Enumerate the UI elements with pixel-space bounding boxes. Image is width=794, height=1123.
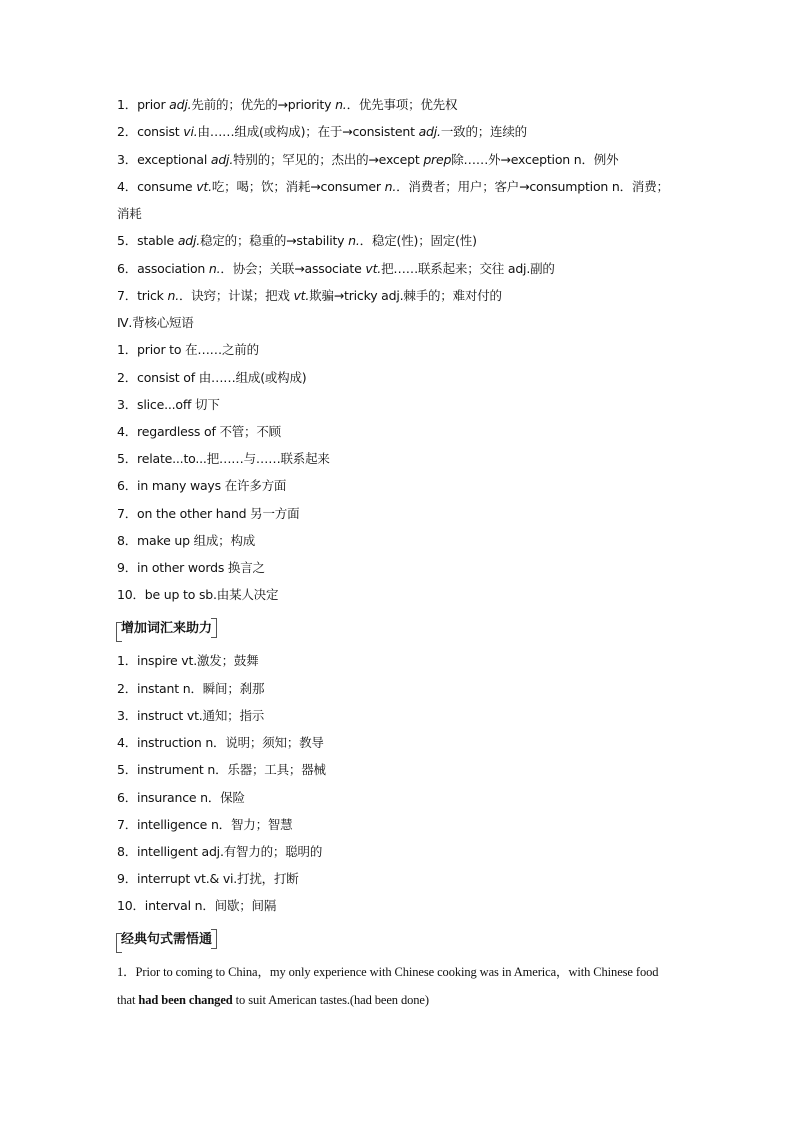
- vocab-derivation-item: 5．stable adj.稳定的；稳重的→stability n.．稳定(性)；固定(性): [117, 233, 477, 248]
- vocab-item: 8．intelligent adj.有智力的；聪明的: [117, 844, 323, 859]
- vocab-item: 9．interrupt vt.& vi.打扰，打断: [117, 871, 299, 886]
- vocab-item: 7．intelligence n．智力；智慧: [117, 817, 293, 832]
- phrase-item: 6．in many ways 在许多方面: [117, 478, 287, 493]
- sentence-section-heading: 经典句式需悟通: [116, 931, 217, 949]
- phrase-item: 8．make up 组成；构成: [117, 533, 256, 548]
- vocab-derivation-item: 1．prior adj.先前的；优先的→priority n.．优先事项；优先权: [117, 97, 458, 112]
- phrase-item: 10．be up to sb.由某人决定: [117, 587, 279, 602]
- vocab-item: 2．instant n．瞬间；刹那: [117, 681, 265, 696]
- vocab-item: 6．insurance n．保险: [117, 790, 245, 805]
- vocab-item: 1．inspire vt.激发；鼓舞: [117, 653, 259, 668]
- phrase-item: 2．consist of 由……组成(或构成): [117, 370, 307, 385]
- example-sentence: 1．Prior to coming to China，my only experience with Chinese cooking was in America，with Chinese food that had been changed to suit American tastes.(had been done): [117, 965, 659, 1007]
- vocab-derivation-item: 6．association n.．协会；关联→associate vt.把……联系起来；交往 adj.副的: [117, 261, 555, 276]
- phrase-item: 3．slice...off 切下: [117, 397, 220, 412]
- vocab-item: 10．interval n．间歇；间隔: [117, 898, 277, 913]
- vocab-derivation-item: 3．exceptional adj.特别的；罕见的；杰出的→except prep除……外→exception n．例外: [117, 152, 619, 167]
- vocab-item: 5．instrument n．乐器；工具；器械: [117, 762, 326, 777]
- vocab-item: 3．instruct vt.通知；指示: [117, 708, 265, 723]
- phrase-item: 5．relate...to...把……与……联系起来: [117, 451, 330, 466]
- vocab-derivation-item: 4．consume vt.吃；喝；饮；消耗→consumer n.．消费者；用户；客户→consumption n．消费；: [117, 179, 669, 194]
- phrase-item: 4．regardless of 不管；不顾: [117, 424, 281, 439]
- vocab-derivation-item: 7．trick n.．诀窍；计谋；把戏 vt.欺骗→tricky adj.棘手的；难对付的: [117, 288, 502, 303]
- phrase-item: 7．on the other hand 另一方面: [117, 506, 300, 521]
- phrase-item: 9．in other words 换言之: [117, 560, 265, 575]
- vocab-derivation-item: 2．consist vi.由……组成(或构成)；在于→consistent adj.一致的；连续的: [117, 124, 527, 139]
- vocab-section-heading: 增加词汇来助力: [116, 620, 217, 638]
- phrase-item: 1．prior to 在……之前的: [117, 342, 259, 357]
- vocab-derivation-continuation: 消耗: [117, 206, 142, 221]
- phrases-heading: Ⅳ.背核心短语: [117, 315, 194, 330]
- vocab-item: 4．instruction n．说明；须知；教导: [117, 735, 324, 750]
